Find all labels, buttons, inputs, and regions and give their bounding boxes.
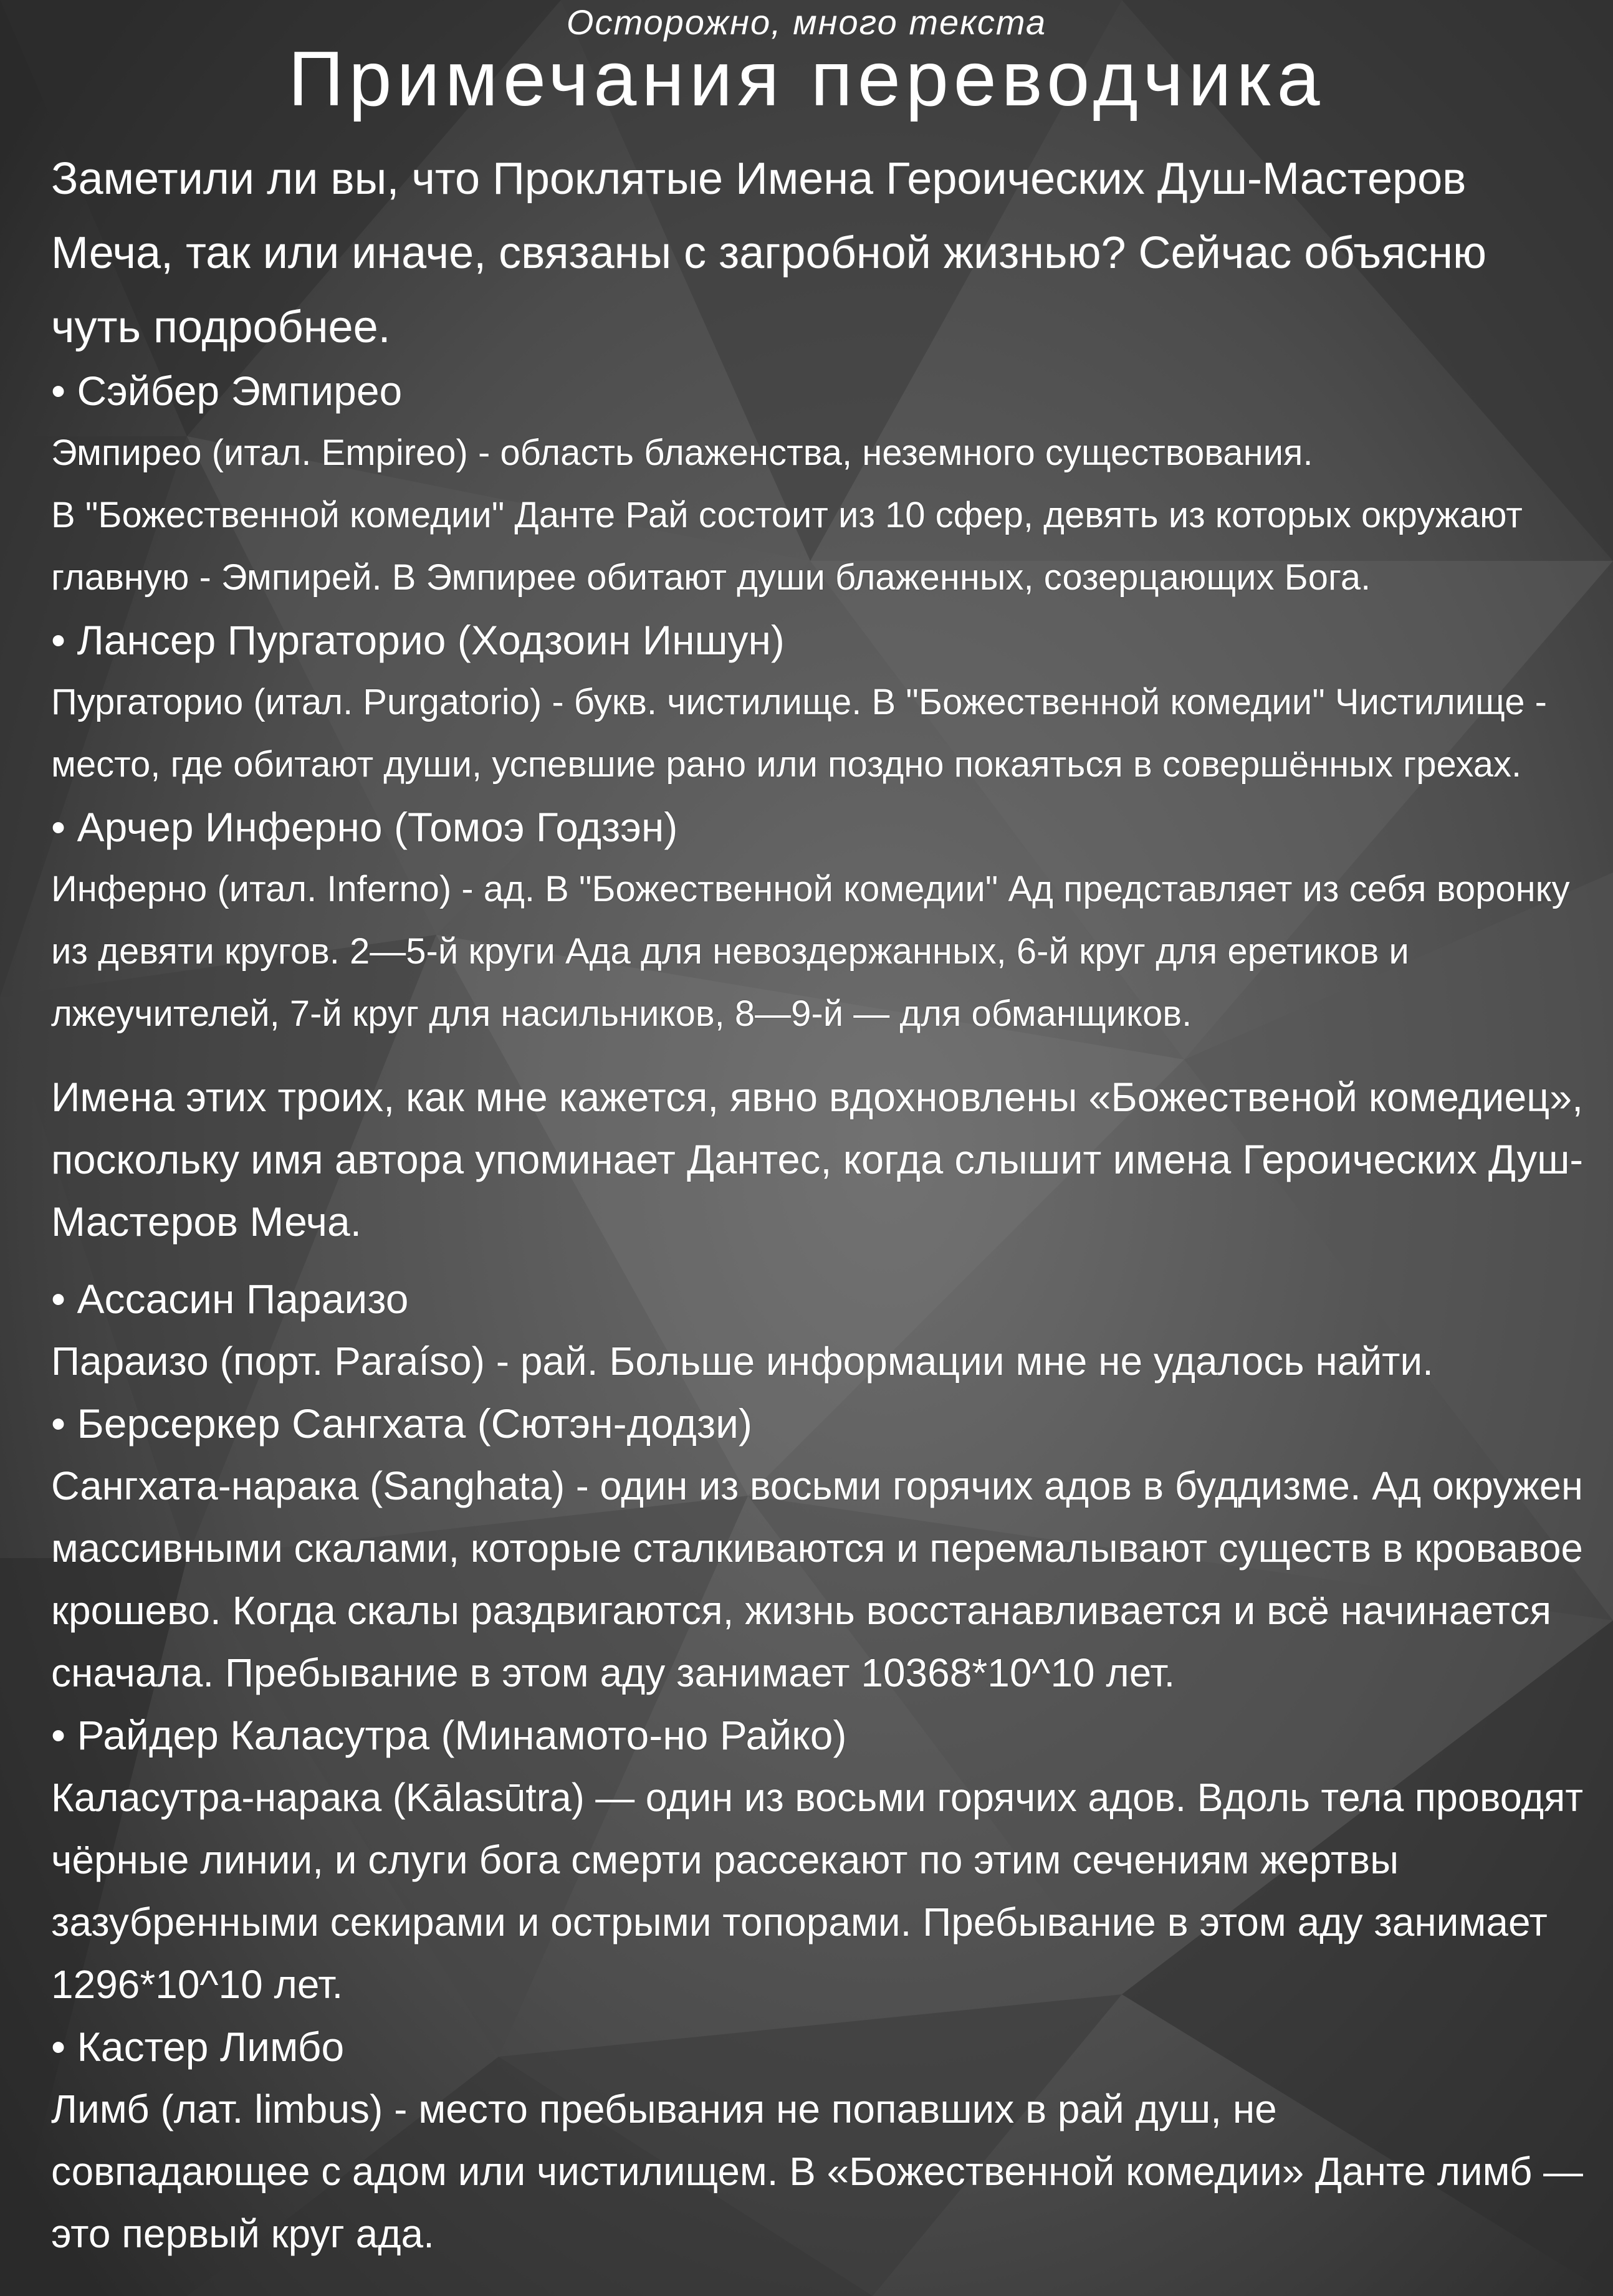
note-line: сначала. Пребывание в этом аду занимает 10368*10^10 лет. — [51, 1650, 1175, 1695]
intro-line: чуть подробнее. — [51, 302, 391, 352]
middle-line: Мастеров Меча. — [51, 1198, 362, 1245]
middle-paragraph — [51, 1066, 1584, 1253]
note-line: Пургаторио (итал. Purgatorio) - букв. чистилище. В "Божественной комедии" Чистилище - — [51, 682, 1547, 722]
bullet-heading: • Арчер Инферно (Томоэ Годзэн) — [51, 804, 678, 850]
second-notes-block — [51, 1268, 1584, 2265]
note-line: зазубренными секирами и острыми топорами. Пребывание в этом аду занимает — [51, 1900, 1548, 1944]
note-line: Лимб (лат. limbus) - место пребывания не попавших в рай душ, не — [51, 2087, 1277, 2131]
note-line: Каласутра-нарака (Kālasūtra) — один из восьми горячих адов. Вдоль тела проводят — [51, 1775, 1584, 1820]
bullet-heading: • Райдер Каласутра (Минамото-но Райко) — [51, 1712, 847, 1758]
page-title: Примечания переводчика — [288, 36, 1325, 122]
intro-line: Заметили ли вы, что Проклятые Имена Героических Душ-Мастеров — [51, 154, 1467, 204]
note-line: это первый круг ада. — [51, 2211, 434, 2256]
note-line: из девяти кругов. 2—5-й круги Ада для невоздержанных, 6-й круг для еретиков и — [51, 931, 1409, 972]
note-line: Эмпирео (итал. Empireo) - область блаженства, неземного существования. — [51, 433, 1313, 473]
middle-line: поскольку имя автора упоминает Дантес, когда слышит имена Героических Душ- — [51, 1136, 1584, 1182]
intro-line: Меча, так или иначе, связаны с загробной жизнью? Сейчас объясню — [51, 228, 1487, 278]
note-line: Инферно (итал. Inferno) - ад. В "Божественной комедии" Ад представляет из себя воронку — [51, 869, 1570, 909]
intro-paragraph — [51, 142, 1547, 365]
note-line: чёрные линии, и слуги бога смерти рассекают по этим сечениям жертвы — [51, 1837, 1399, 1882]
bullet-heading: • Ассасин Параизо — [51, 1276, 409, 1322]
middle-line: Имена этих троих, как мне кажется, явно вдохновлены «Божественой комедиец», — [51, 1074, 1584, 1120]
note-line: В "Божественной комедии" Данте Рай состоит из 10 сфер, девять из которых окружают — [51, 495, 1523, 535]
note-line: Параизо (порт. Paraíso) - рай. Больше информации мне не удалось найти. — [51, 1339, 1434, 1384]
warning-kicker: Осторожно, много текста — [566, 2, 1047, 42]
bullet-heading: • Лансер Пургаторио (Ходзоин Иншун) — [51, 617, 785, 663]
bullet-heading: • Сэйбер Эмпирео — [51, 368, 403, 414]
note-line: место, где обитают души, успевшие рано или поздно покаяться в совершённых грехах. — [51, 744, 1522, 785]
bullet-heading: • Кастер Лимбо — [51, 2024, 345, 2070]
note-line: Сангхата-нарака (Sanghata) - один из восьми горячих адов в буддизме. Ад окружен — [51, 1463, 1583, 1508]
note-line: главную - Эмпирей. В Эмпирее обитают души блаженных, созерцающих Бога. — [51, 557, 1371, 598]
note-line: совпадающее с адом или чистилищем. В «Божественной комедии» Данте лимб — — [51, 2149, 1583, 2194]
note-line: 1296*10^10 лет. — [51, 1962, 343, 2007]
first-notes-block — [51, 360, 1584, 1045]
note-line: массивными скалами, которые сталкиваются и перемалывают существ в кровавое — [51, 1526, 1583, 1571]
note-line: лжеучителей, 7-й круг для насильников, 8—9-й — для обманщиков. — [51, 993, 1192, 1034]
bullet-heading: • Берсеркер Сангхата (Сютэн-додзи) — [51, 1400, 753, 1447]
note-line: крошево. Когда скалы раздвигаются, жизнь восстанавливается и всё начинается — [51, 1588, 1552, 1633]
